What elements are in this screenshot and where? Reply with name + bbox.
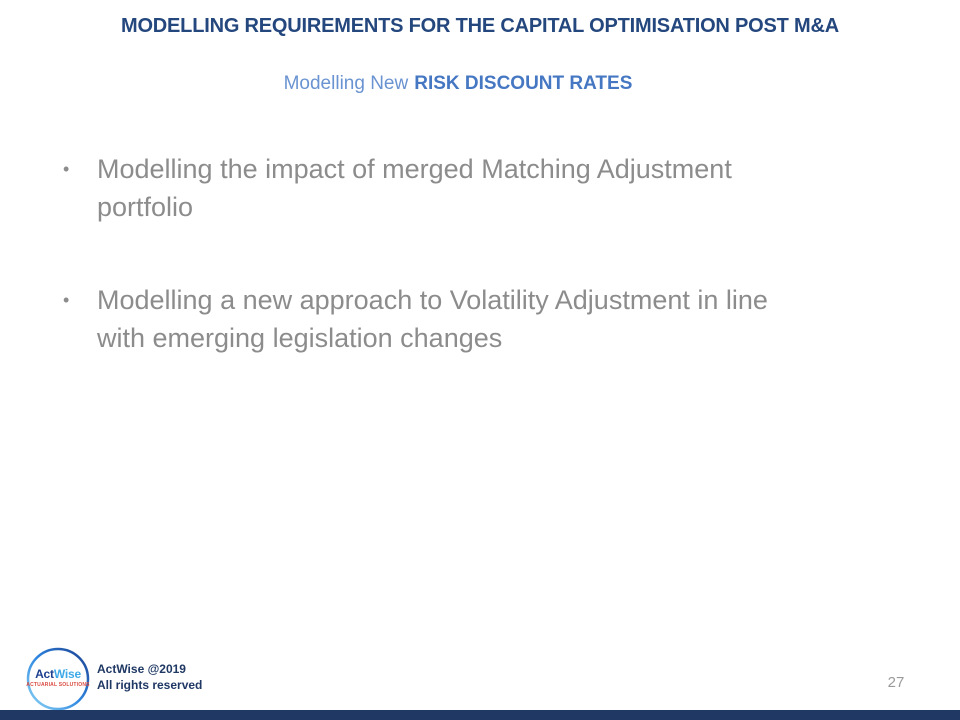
bullet-text: Modelling the impact of merged Matching Adjustment portfolio	[97, 154, 732, 222]
logo-text	[26, 668, 90, 688]
footer-accent-bar	[0, 710, 960, 720]
logo-wordmark	[26, 668, 90, 681]
actwise-logo	[26, 647, 90, 711]
logo-act-text: Act	[35, 667, 54, 681]
copyright-line-1: ActWise @2019	[97, 662, 186, 676]
copyright-line-2: All rights reserved	[97, 678, 203, 692]
bullet-list	[63, 150, 853, 357]
logo-wise-text: Wise	[53, 667, 81, 681]
list-item	[63, 281, 853, 357]
subtitle-bold-text: RISK DISCOUNT RATES	[414, 73, 633, 94]
slide-title: MODELLING REQUIREMENTS FOR THE CAPITAL OPTIMISATION POST M&A	[120, 15, 839, 37]
bullet-text: Modelling a new approach to Volatility Adjustment in line with emerging legislation changes	[97, 285, 768, 353]
page-number: 27	[887, 674, 905, 691]
copyright-notice	[97, 661, 202, 693]
bullet-icon: •	[63, 159, 70, 179]
list-item	[63, 150, 853, 226]
slide-subtitle	[0, 73, 916, 95]
logo-subtext: ACTUARIAL SOLUTIONS	[26, 682, 90, 688]
subtitle-regular-text: Modelling New	[283, 73, 409, 94]
bullet-icon: •	[63, 290, 70, 310]
